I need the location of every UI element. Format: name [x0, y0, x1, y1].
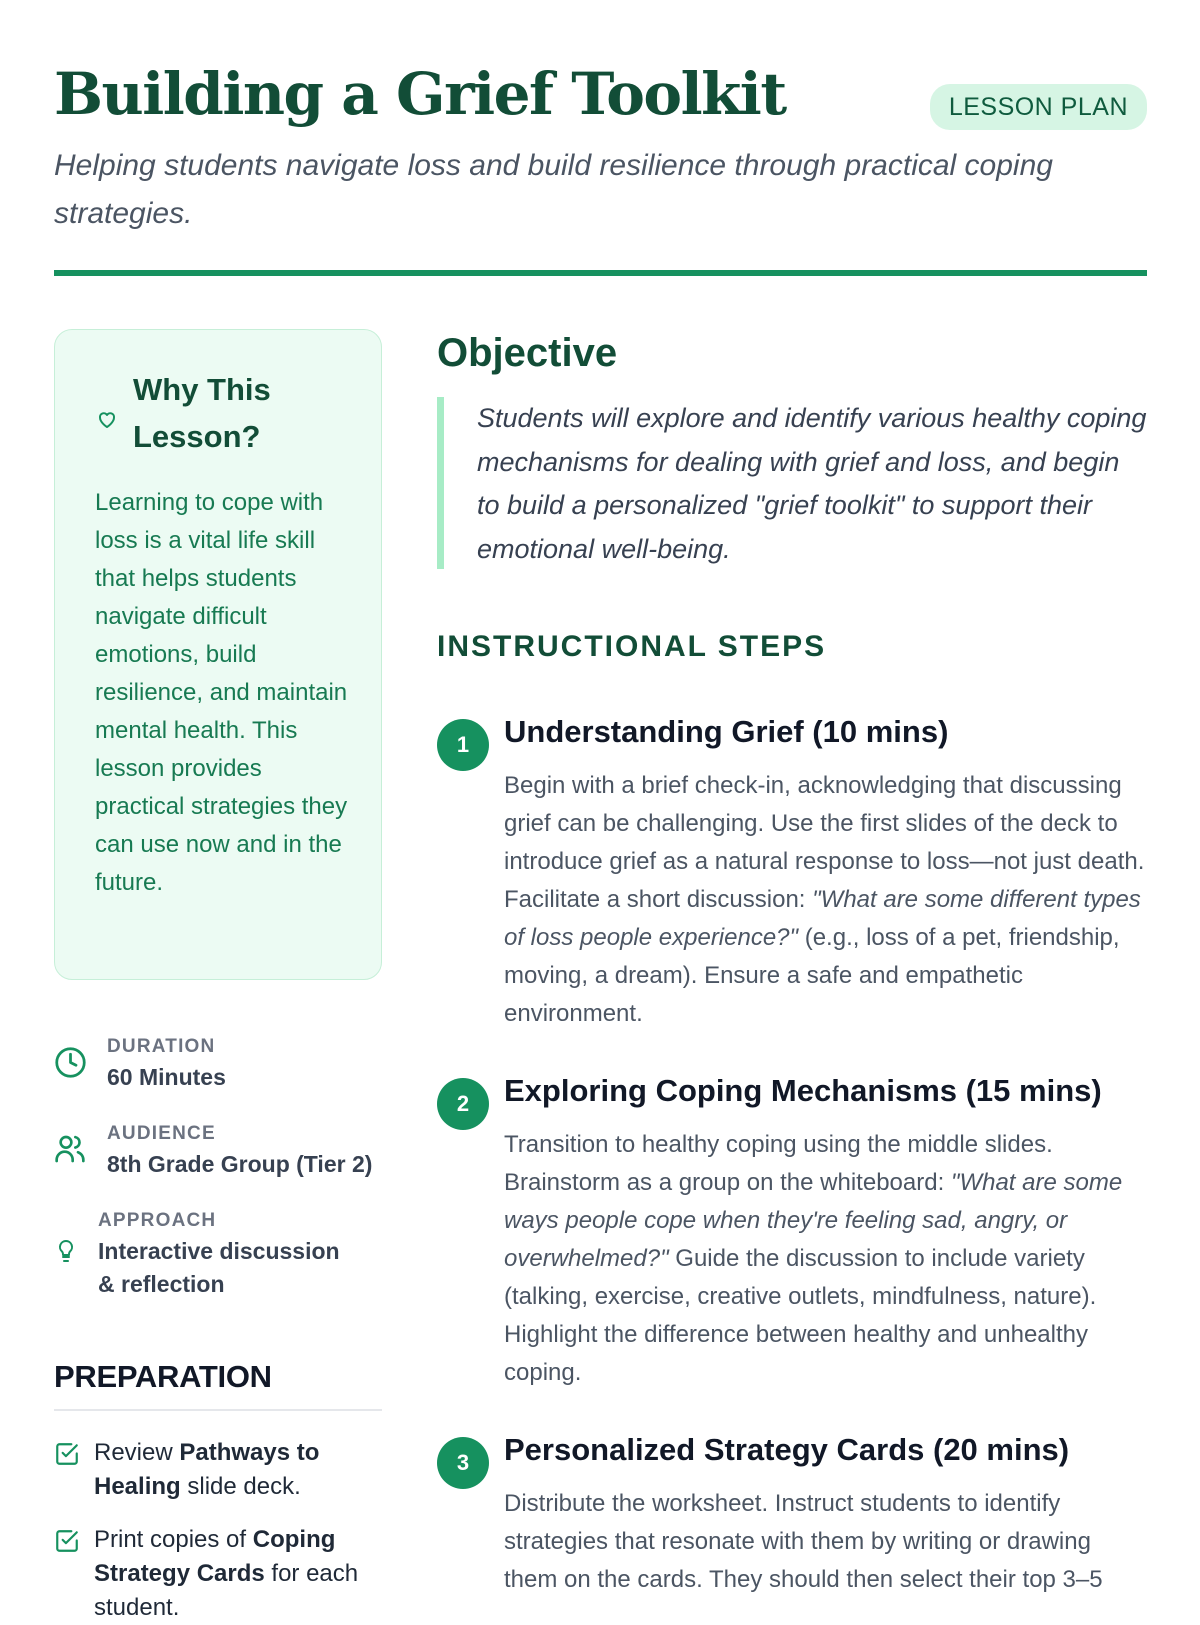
why-body: Learning to cope with loss is a vital life skill that helps students navigate difficult emotions, build resilience, and maintain mental health. This lesson provides practical strategies they can use now and in the future.	[95, 489, 348, 896]
lesson-plan-badge: LESSON PLAN	[930, 84, 1147, 130]
prep-item-text: Review Pathways to Healing slide deck.	[94, 1439, 320, 1500]
steps-heading: INSTRUCTIONAL STEPS	[437, 630, 827, 663]
approach-label: APPROACH	[98, 1210, 217, 1231]
prep-item	[54, 1436, 384, 1504]
step-number-badge: 1	[437, 719, 489, 771]
audience-value: 8th Grade Group (Tier 2)	[107, 1151, 373, 1177]
step-number-badge: 2	[437, 1078, 489, 1130]
preparation-divider	[54, 1409, 382, 1411]
step-description: Distribute the worksheet. Instruct students to identify strategies that resonate with them by writing or drawing them on the cards. They should then select their top 3–5	[504, 1490, 1103, 1593]
step-number-badge: 3	[437, 1437, 489, 1489]
page-title: Building a Grief Toolkit	[54, 60, 786, 128]
step-description: Begin with a brief check-in, acknowledging that discussing grief can be challenging. Use the first slides of the deck to introduce grief as a natural response to loss—not just death. Facilitate a short discussion: "What are some different types of loss people experience?" (e.g., loss of a pet, friendship, moving, a dream). Ensure a safe and empathetic environment.	[504, 772, 1145, 1027]
lightbulb-icon	[54, 1239, 78, 1263]
step-title: Understanding Grief (10 mins)	[504, 714, 949, 749]
checkbox-checked-icon	[54, 1528, 80, 1554]
objective-text: Students will explore and identify various healthy coping mechanisms for dealing with grief and loss, and begin to build a personalized "grief toolkit" to support their emotional well-being.	[477, 403, 1147, 564]
step-title: Exploring Coping Mechanisms (15 mins)	[504, 1073, 1102, 1108]
meta-duration	[54, 1033, 394, 1094]
step-description: Transition to healthy coping using the middle slides. Brainstorm as a group on the whiteboard: "What are some ways people cope when they're feeling sad, angry, or overwhelmed?" Guide the discussion to include variety (talking, exercise, creative outlets, mindfulness, nature). Highlight the difference between healthy and unhealthy coping.	[504, 1131, 1123, 1386]
preparation-title: PREPARATION	[54, 1359, 272, 1394]
approach-value: Interactive discussion & reflection	[98, 1238, 340, 1297]
checkbox-checked-icon	[54, 1441, 80, 1467]
why-title: Why This Lesson?	[133, 372, 271, 454]
step-title: Personalized Strategy Cards (20 mins)	[504, 1432, 1070, 1467]
duration-value: 60 Minutes	[107, 1064, 226, 1090]
prep-item-text: Print copies of Coping Strategy Cards for each student.	[94, 1526, 359, 1621]
duration-label: DURATION	[107, 1036, 216, 1057]
header-divider	[54, 270, 1147, 276]
objective-quote	[437, 397, 1147, 569]
heart-icon	[95, 407, 119, 431]
meta-audience	[54, 1120, 394, 1181]
clock-icon	[54, 1046, 87, 1079]
objective-heading: Objective	[437, 331, 618, 375]
meta-approach	[54, 1207, 394, 1301]
users-icon	[54, 1133, 86, 1165]
page-subtitle: Helping students navigate loss and build resilience through practical coping strategies.	[54, 149, 1053, 230]
prep-item	[54, 1523, 384, 1625]
why-this-lesson-card	[54, 329, 382, 980]
audience-label: AUDIENCE	[107, 1123, 216, 1144]
header	[54, 58, 1147, 238]
